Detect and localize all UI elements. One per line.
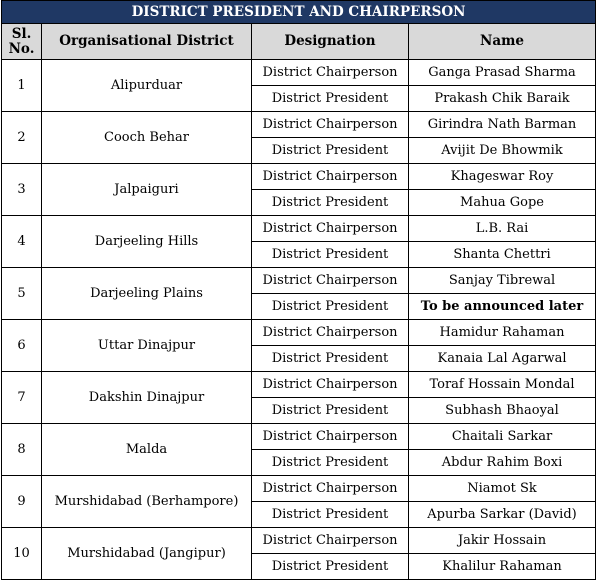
sl-no-cell: 4 xyxy=(2,216,42,268)
designation-cell: District Chairperson xyxy=(252,320,409,346)
table-row xyxy=(2,216,596,242)
designation-cell: District President xyxy=(252,502,409,528)
district-header: Organisational District xyxy=(42,24,252,60)
name-cell: To be announced later xyxy=(409,294,596,320)
name-cell: Khalilur Rahaman xyxy=(409,554,596,580)
district-cell: Dakshin Dinajpur xyxy=(42,372,252,424)
district-cell: Alipurduar xyxy=(42,60,252,112)
designation-cell: District President xyxy=(252,86,409,112)
designation-cell: District President xyxy=(252,190,409,216)
table-row xyxy=(2,164,596,190)
name-cell: Girindra Nath Barman xyxy=(409,112,596,138)
name-cell: Apurba Sarkar (David) xyxy=(409,502,596,528)
name-cell: Khageswar Roy xyxy=(409,164,596,190)
designation-header: Designation xyxy=(252,24,409,60)
district-cell: Darjeeling Hills xyxy=(42,216,252,268)
sl-no-cell: 3 xyxy=(2,164,42,216)
designation-cell: District President xyxy=(252,138,409,164)
designation-cell: District President xyxy=(252,398,409,424)
designation-cell: District Chairperson xyxy=(252,60,409,86)
sl-no-cell: 5 xyxy=(2,268,42,320)
district-cell: Cooch Behar xyxy=(42,112,252,164)
designation-cell: District Chairperson xyxy=(252,372,409,398)
sl-no-header-line1: Sl. xyxy=(11,25,32,42)
sl-no-cell: 10 xyxy=(2,528,42,580)
table-body xyxy=(2,60,596,580)
name-cell: Avijit De Bhowmik xyxy=(409,138,596,164)
district-cell: Darjeeling Plains xyxy=(42,268,252,320)
table-row xyxy=(2,528,596,554)
district-cell: Murshidabad (Jangipur) xyxy=(42,528,252,580)
sl-no-cell: 6 xyxy=(2,320,42,372)
table-row xyxy=(2,320,596,346)
name-cell: Subhash Bhaoyal xyxy=(409,398,596,424)
designation-cell: District President xyxy=(252,554,409,580)
name-cell: Mahua Gope xyxy=(409,190,596,216)
district-cell: Jalpaiguri xyxy=(42,164,252,216)
table-row xyxy=(2,112,596,138)
table-row xyxy=(2,60,596,86)
header-row xyxy=(2,24,596,60)
table-row xyxy=(2,476,596,502)
name-cell: L.B. Rai xyxy=(409,216,596,242)
district-officials-table xyxy=(1,0,596,580)
sl-no-header xyxy=(2,24,42,60)
sl-no-header-line2: No. xyxy=(8,40,35,57)
designation-cell: District President xyxy=(252,450,409,476)
name-cell: Niamot Sk xyxy=(409,476,596,502)
name-cell: Ganga Prasad Sharma xyxy=(409,60,596,86)
table-row xyxy=(2,424,596,450)
designation-cell: District President xyxy=(252,294,409,320)
sl-no-cell: 9 xyxy=(2,476,42,528)
name-header: Name xyxy=(409,24,596,60)
sl-no-cell: 2 xyxy=(2,112,42,164)
district-cell: Murshidabad (Berhampore) xyxy=(42,476,252,528)
sl-no-cell: 1 xyxy=(2,60,42,112)
name-cell: Kanaia Lal Agarwal xyxy=(409,346,596,372)
designation-cell: District Chairperson xyxy=(252,528,409,554)
designation-cell: District Chairperson xyxy=(252,424,409,450)
table-title: DISTRICT PRESIDENT AND CHAIRPERSON xyxy=(2,1,596,24)
name-cell: Jakir Hossain xyxy=(409,528,596,554)
designation-cell: District Chairperson xyxy=(252,268,409,294)
designation-cell: District Chairperson xyxy=(252,476,409,502)
designation-cell: District Chairperson xyxy=(252,164,409,190)
designation-cell: District Chairperson xyxy=(252,216,409,242)
sl-no-cell: 7 xyxy=(2,372,42,424)
designation-cell: District President xyxy=(252,242,409,268)
table-row xyxy=(2,372,596,398)
designation-cell: District President xyxy=(252,346,409,372)
district-cell: Malda xyxy=(42,424,252,476)
sl-no-cell: 8 xyxy=(2,424,42,476)
name-cell: Shanta Chettri xyxy=(409,242,596,268)
table-row xyxy=(2,268,596,294)
name-cell: Prakash Chik Baraik xyxy=(409,86,596,112)
district-cell: Uttar Dinajpur xyxy=(42,320,252,372)
title-row xyxy=(2,1,596,24)
designation-cell: District Chairperson xyxy=(252,112,409,138)
name-cell: Sanjay Tibrewal xyxy=(409,268,596,294)
name-cell: Hamidur Rahaman xyxy=(409,320,596,346)
name-cell: Toraf Hossain Mondal xyxy=(409,372,596,398)
name-cell: Chaitali Sarkar xyxy=(409,424,596,450)
name-cell: Abdur Rahim Boxi xyxy=(409,450,596,476)
